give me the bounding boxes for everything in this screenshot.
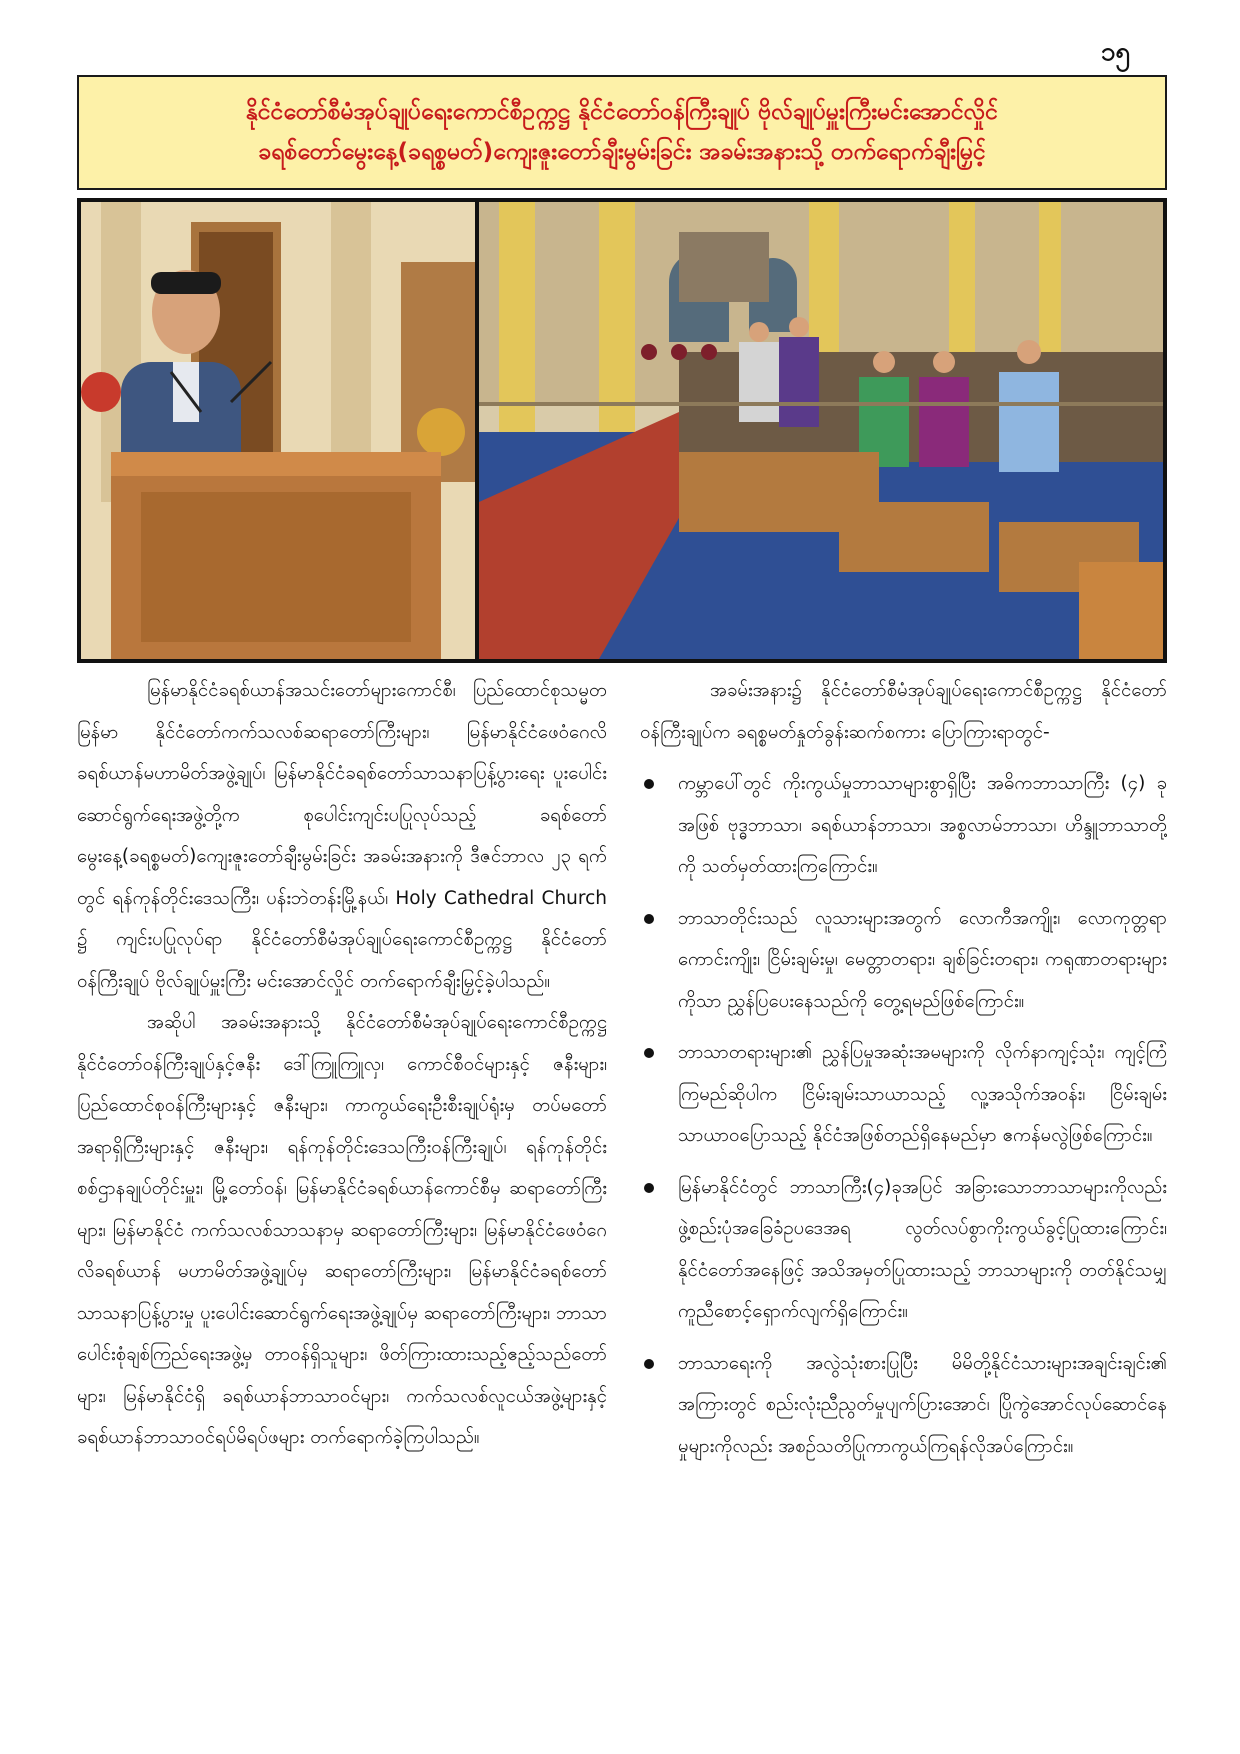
headline-line-2: ခရစ်တော်မွေးနေ့(ခရစ္စမတ်)ကျေးဇူးတော်ချီးမွမ်းခြင်း အခမ်းအနားသို့ တက်ရောက်ချီးမြှင့် [258, 138, 986, 165]
speaker-photo-illustration [81, 202, 475, 659]
speech-point: မြန်မာနိုင်ငံတွင် ဘာသာကြီး(၄)ခုအပြင် အခြားသောဘာသာများကိုလည်း ဖွဲ့စည်းပုံအခြေခံဥပဒေအရ လွတ်လပ်စွာကိုးကွယ်ခွင့်ပြုထားကြောင်း၊ နိုင်ငံတော်အနေဖြင့် အသိအမှတ်ပြုထားသည့် ဘာသာများကို တတ်နိုင်သမျှကူညီစောင့်ရှောက်လျက်ရှိကြောင်း။ [640, 1167, 1167, 1333]
speech-points-list [640, 763, 1167, 1467]
page-number: ၁၅ [1100, 37, 1130, 67]
right-intro-paragraph: အခမ်းအနား၌ နိုင်ငံတော်စီမံအုပ်ချုပ်ရေးကောင်စီဥက္ကဋ္ဌ နိုင်ငံတော်ဝန်ကြီးချုပ်က ခရစ္စမတ်နှုတ်ခွန်းဆက်စကား ပြောကြားရာတွင်- [640, 680, 1167, 743]
headline-line-1: နိုင်ငံတော်စီမံအုပ်ချုပ်ရေးကောင်စီဥက္ကဋ္ဌ နိုင်ငံတော်ဝန်ကြီးချုပ် ဗိုလ်ချုပ်မှူးကြီးမင်းအောင်လှိုင် [245, 99, 999, 126]
left-paragraph-1: မြန်မာနိုင်ငံခရစ်ယာန်အသင်းတော်များကောင်စီ၊ ပြည်ထောင်စုသမ္မတမြန်မာ နိုင်ငံတော်ကက်သလစ်ဆရာတော်ကြီးများ၊ မြန်မာနိုင်ငံဖေဝံဂေလိခရစ်ယာန်မဟာမိတ်အဖွဲ့ချုပ်၊ မြန်မာနိုင်ငံခရစ်တော်သာသနာပြန့်ပွားရေး ပူးပေါင်းဆောင်ရွက်ရေးအဖွဲ့တို့က စုပေါင်းကျင်းပပြုလုပ်သည့် ခရစ်တော်မွေးနေ့(ခရစ္စမတ်)ကျေးဇူးတော်ချီးမွမ်းခြင်း အခမ်းအနားကို ဒီဇင်ဘာလ ၂၃ ရက်တွင် ရန်ကုန်တိုင်းဒေသကြီး၊ ပန်းဘဲတန်းမြို့နယ်၊ Holy Cathedral Church ၌ ကျင်းပပြုလုပ်ရာ နိုင်ငံတော်စီမံအုပ်ချုပ်ရေးကောင်စီဥက္ကဋ္ဌ နိုင်ငံတော်ဝန်ကြီးချုပ် ဗိုလ်ချုပ်မှူးကြီး မင်းအောင်လှိုင် တက်ရောက်ချီးမြှင့်ခဲ့ပါသည်။ [77, 680, 607, 992]
speech-point: ကမ္ဘာပေါ်တွင် ကိုးကွယ်မှုဘာသာများစွာရှိပြီး အဓိကဘာသာကြီး (၄) ခုအဖြစ် ဗုဒ္ဓဘာသာ၊ ခရစ်ယာန်ဘာသာ၊ အစ္စလာမ်ဘာသာ၊ ဟိန္ဒူဘာသာတို့ကို သတ်မှတ်ထားကြကြောင်း။ [640, 763, 1167, 888]
speaker-at-podium-photo [81, 202, 475, 659]
photo-strip [77, 198, 1167, 663]
right-column [640, 670, 1167, 1467]
cathedral-audience-photo [479, 202, 1163, 659]
left-column [77, 670, 607, 1459]
audience-photo-illustration [479, 202, 1163, 659]
headline-box [77, 75, 1167, 190]
speech-point: ဘာသာတရားများ၏ ညွှန်ပြမှုအဆုံးအမများကို လိုက်နာကျင့်သုံး၊ ကျင့်ကြံကြမည်ဆိုပါက ငြိမ်းချမ်းသာယာသည့် လူ့အသိုက်အဝန်း၊ ငြိမ်းချမ်းသာယာဝပြောသည့် နိုင်ငံအဖြစ်တည်ရှိနေမည်မှာ ဧကန်မလွဲဖြစ်ကြောင်း။ [640, 1032, 1167, 1157]
speech-point: ဘာသာတိုင်းသည် လူသားများအတွက် လောကီအကျိုး၊ လောကုတ္တရာကောင်းကျိုး၊ ငြိမ်းချမ်းမှု၊ မေတ္တာတရား၊ ချစ်ခြင်းတရား၊ ကရုဏာတရားများကိုသာ ညွှန်ပြပေးနေသည်ကို တွေ့ရမည်ဖြစ်ကြောင်း။ [640, 898, 1167, 1023]
speech-point: ဘာသာရေးကို အလွဲသုံးစားပြုပြီး မိမိတို့နိုင်ငံသားများအချင်းချင်း၏ အကြားတွင် စည်းလုံးညီညွတ်မှုပျက်ပြားအောင်၊ ပြိုကွဲအောင်လုပ်ဆောင်နေမှုများကိုလည်း အစဉ်သတိပြုကာကွယ်ကြရန်လိုအပ်ကြောင်း။ [640, 1343, 1167, 1468]
left-paragraph-2: အဆိုပါ အခမ်းအနားသို့ နိုင်ငံတော်စီမံအုပ်ချုပ်ရေးကောင်စီဥက္ကဋ္ဌ နိုင်ငံတော်ဝန်ကြီးချုပ်နှင့်ဇနီး ဒေါ်ကြူကြူလှ၊ ကောင်စီဝင်များနှင့် ဇနီးများ၊ ပြည်ထောင်စုဝန်ကြီးများနှင့် ဇနီးများ၊ ကာကွယ်ရေးဦးစီးချုပ်ရုံးမှ တပ်မတော်အရာရှိကြီးများနှင့် ဇနီးများ၊ ရန်ကုန်တိုင်းဒေသကြီးဝန်ကြီးချုပ်၊ ရန်ကုန်တိုင်းစစ်ဌာနချုပ်တိုင်းမှူး၊ မြို့တော်ဝန်၊ မြန်မာနိုင်ငံခရစ်ယာန်ကောင်စီမှ ဆရာတော်ကြီးများ၊ မြန်မာနိုင်ငံ ကက်သလစ်သာသနာမှ ဆရာတော်ကြီးများ၊ မြန်မာနိုင်ငံဖေဝံဂေလိခရစ်ယာန် မဟာမိတ်အဖွဲ့ချုပ်မှ ဆရာတော်ကြီးများ၊ မြန်မာနိုင်ငံခရစ်တော်သာသနာပြန့်ပွားမှု ပူးပေါင်းဆောင်ရွက်ရေးအဖွဲ့ချုပ်မှ ဆရာတော်ကြီးများ၊ ဘာသာပေါင်းစုံချစ်ကြည်ရေးအဖွဲ့မှ တာဝန်ရှိသူများ၊ ဖိတ်ကြားထားသည့်ဧည့်သည်တော်များ၊ မြန်မာနိုင်ငံရှိ ခရစ်ယာန်ဘာသာဝင်များ၊ ကက်သလစ်လူငယ်အဖွဲ့များနှင့် ခရစ်ယာန်ဘာသာဝင်ရပ်မိရပ်ဖများ တက်ရောက်ခဲ့ကြပါသည်။ [77, 1012, 608, 1448]
